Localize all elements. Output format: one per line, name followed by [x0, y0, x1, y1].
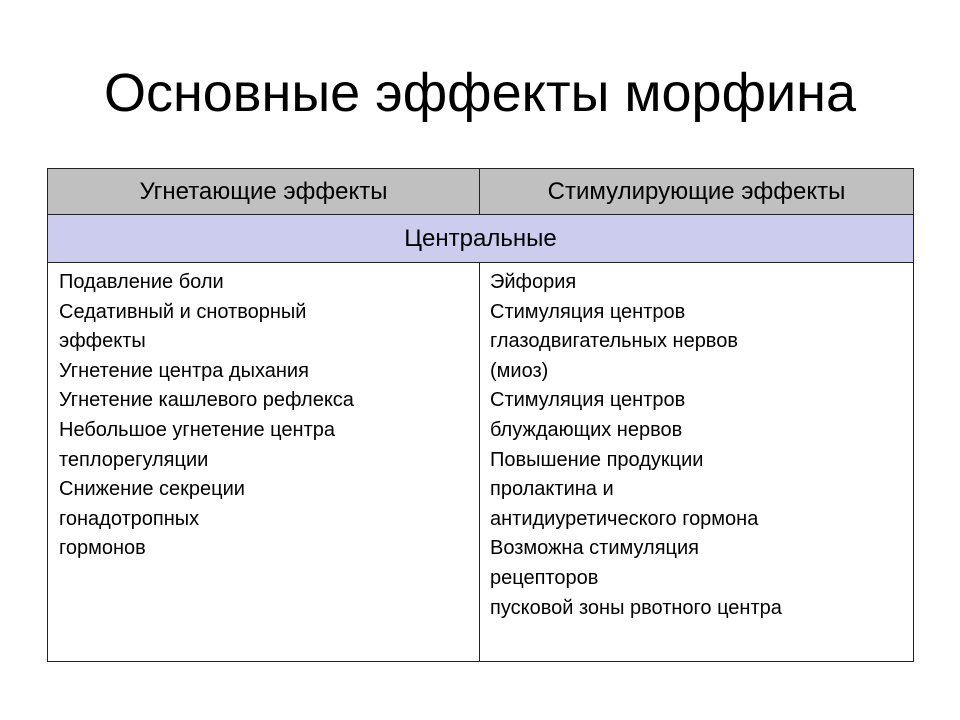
depressive-line: Снижение секреции [59, 478, 245, 501]
header-stimulating-effects: Стимулирующие эффекты [480, 169, 914, 215]
stimulating-line: глазодвигательных нервов [490, 330, 738, 353]
stimulating-line: блуждающих нервов [490, 418, 683, 441]
stimulating-line: рецепторов [490, 566, 599, 589]
depressive-line: Угнетение кашлевого рефлекса [59, 389, 354, 412]
stimulating-effects-cell [480, 263, 914, 662]
depressive-line: эффекты [59, 330, 146, 353]
stimulating-line: Стимуляция центров [490, 389, 686, 412]
table-header-row [48, 169, 914, 215]
stimulating-line: пусковой зоны рвотного центра [490, 596, 782, 619]
category-row [48, 215, 914, 263]
depressive-line: Угнетение центра дыхания [59, 359, 309, 382]
depressive-line: гормонов [59, 537, 146, 560]
stimulating-line: Повышение продукции [490, 448, 704, 471]
stimulating-line: антидиуретического гормона [490, 507, 759, 530]
slide-title: Основные эффекты морфина [103, 63, 857, 123]
stimulating-line: Эйфория [490, 271, 577, 293]
depressive-line: Небольшое угнетение центра [59, 418, 335, 441]
depressive-line: теплорегуляции [59, 448, 209, 471]
stimulating-line: (миоз) [490, 359, 549, 382]
depressive-line: Подавление боли [59, 271, 224, 293]
depressive-line: Седативный и снотворный [59, 300, 307, 323]
morphine-effects-table [47, 168, 914, 662]
content-row [48, 263, 914, 662]
header-depressive-effects: Угнетающие эффекты [48, 169, 480, 215]
depressive-line: гонадотропных [59, 507, 200, 530]
depressive-effects-cell [48, 263, 480, 662]
stimulating-line: Стимуляция центров [490, 300, 686, 323]
stimulating-line: пролактина и [490, 478, 614, 501]
stimulating-line: Возможна стимуляция [490, 537, 699, 560]
category-central: Центральные [48, 215, 914, 263]
